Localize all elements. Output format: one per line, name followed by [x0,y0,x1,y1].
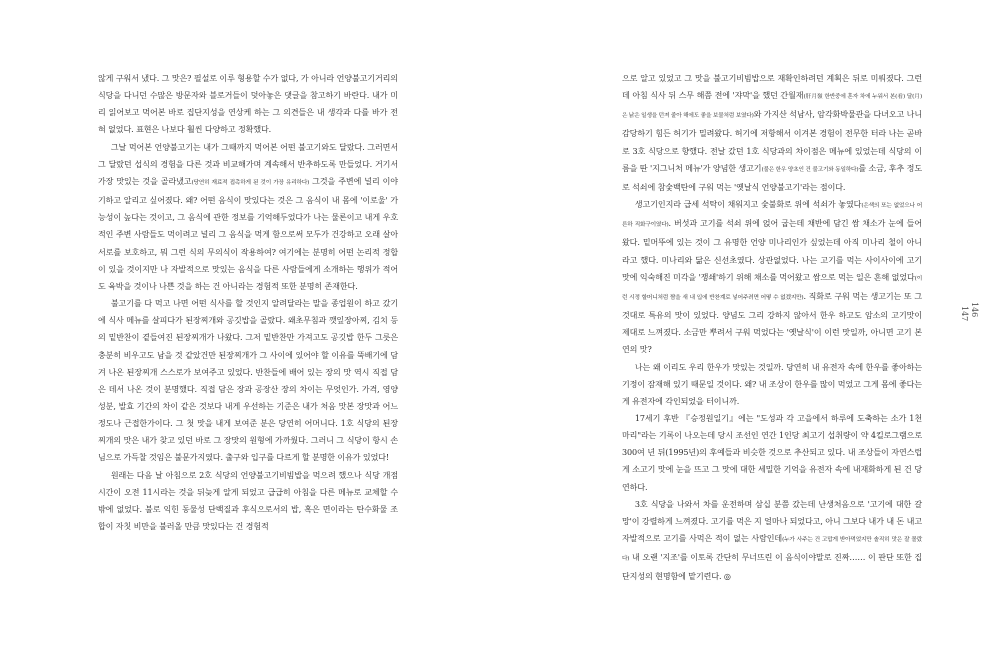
inline-note: (肝月嶺 한반중에 혼자 차에 누워서 본(看) 달(月)은 낡은 일생을 던져 줄아 해에도 좋을 보물처럼 보였다) [622,94,922,120]
text-run: 와 가지산 석남사, 암각화박물관을 다녀오고 나니 감당하기 힘든 허기가 밀려왔다. 허기에 저항해서 이겨본 경험이 전무한 터라 나는 곧바로 3호 식당으로 향했다. 전날 갔던 1호 식당과의 차이점은 메뉴에 있었는데 식당의 이름을 딴 '지그니처 메뉴'가 양념한 생고기 [622,110,923,173]
text-run: 않게 구워서 냈다. 그 맛은? 필설로 이루 형용할 수가 없다, 가 아니라 언양불고기거리의 식당을 다니던 수많은 방문자와 블로거들이 덧아놓은 댓글을 참고하기 바란다. 내가 미리 읽어보고 먹어본 바로 집단지성을 연상케 하는 그 의견들은 내 생각과 다를 바가 전혀 없었다. 표현은 나보다 훨씬 다양하고 정확했다. [98,74,398,135]
text-run: 나는 왜 이리도 우리 한우가 맛있는 것일까. 당연히 내 유전자 속에 한우를 좋아하는 기정이 잠재해 있기 때문일 것이다. 왜? 내 조상이 한우를 많이 먹었고 그게 몸에 좋다는 게 유전자에 각인되었을 터이니까. [622,362,922,406]
text-run: . 버섯과 고기를 석쇠 위에 얹어 굽는데 채반에 담긴 쌈 채소가 눈에 들어왔다. 밑머뚜에 있는 것이 그 유명한 언양 미나리인가 싶었는데 아직 미나리 철이 아니라고 했다. 미나리와 닮은 신선초였다. 상관없었다. 나는 고기를 먹는 사이사이에 고기 맛에 익숙해진 미각을 '쟁쇄'하기 위해 채소를 먹어왔고 쌈으로 먹는 일은 흔해 없었다 [622,219,923,282]
body-paragraph [622,496,922,586]
body-paragraph [98,70,398,139]
body-paragraph [622,196,922,358]
text-run: 불고기를 다 먹고 나면 어떤 식사를 할 것인지 알려달라는 말을 종업원이 하고 갔기에 식사 메뉴를 살피다가 된장찌개와 공깃밥을 골랐다. 왜초무침과 깻잎장아찌, 김치 등의 밑반찬이 곁들여진 된장찌개가 나왔다. 그저 밑반찬만 가져고도 공깃밥 한두 그릇은 충분히 비우고도 남을 것 같았건만 된장찌개가 그 사이에 있어야 할 이유를 뚝배기에 담겨 나온 된장찌개 스스로가 보여주고 있었다. 반찬들에 배어 있는 장의 맛 역시 직접 담은 데서 나온 것이 분명했다. 직접 담은 장과 공장산 장의 차이는 무엇인가. 가격, 영양 성분, 발효 기간의 차이 같은 것보다 내게 우선하는 기준은 내가 처음 맛본 장맛과 어느 정도나 근접한가이다. 그 첫 맛을 내게 보여준 분은 당연히 어머니다. 1호 식당의 된장찌개의 맛은 내가 찾고 있던 바로 그 장맛의 원형에 가까웠다. 그러니 그 식당이 항시 손님으로 가득찰 것임은 불문가지였다. 출구와 입구를 다르게 할 분명한 이유가 있었다! [98,299,398,463]
inline-note: (은색의 또는 없었으나 어른하 직화구이였다) [622,203,922,229]
left-page-number: 146 [970,302,979,318]
text-run: 17세기 후반 『승정원일기』에는 "도성과 각 고을에서 하루에 도축하는 소가 1천 마리"라는 기록이 나오는데 당시 조선인 연간 1인당 최고기 섭취량이 약 4킬로그램으로 300여 년 뒤(1995년)의 후예들과 비슷한 것으로 추산되고 있다. 내 조상들이 자연스럽게 소고기 맛에 눈을 뜨고 그 맛에 대한 세밀한 기억을 유전자 속에 내재화하게 된 건 당연하다. [622,413,922,492]
text-run: 생고기인지라 급세 석탁이 채워지고 숯불화로 위에 석쇠가 놓였다 [634,200,862,210]
text-run: 그날 먹어본 언양불고기는 내가 그때까지 먹어본 어떤 불고기와도 달랐다. 그러면서 그 달랐던 섭식의 경험을 다른 것과 비교해가며 계속해서 반추하도록 만들었다. 거기서 가장 맛있는 것을 골라냈고 [98,142,398,186]
text-run: 를 소금, 후추 정도로 석쇠에 참숯백탄에 구워 먹는 '옛날식 언양불고기'라는 점이다. [622,163,922,192]
text-run: 그것을 주변에 널리 이야기하고 알리고 싶어졌다. 왜? 어떤 음식이 맛있다는 것은 그 음식이 내 몸에 '이로울' 가능성이 높다는 것이고, 그 음식에 관한 정보를 기억해두었다가 나는 물론이고 내게 우호적인 주변 사람들도 먹이려고 널리 그 음식을 먹게 함으로써 모두가 건강하고 오래 살아 서로를 보호하고, 뭐 그런 식의 무의식이 작용하여? 여기에는 분명히 어떤 논리적 정합이 있을 것이지만 나 자발적으로 맛있는 음식을 다른 사람들에게 소개하는 행위가 적어도 육박을 것이나 나쁜 것을 하는 건 아니라는 경험적 또한 분명히 존재한다. [98,176,398,291]
body-paragraph [622,70,922,196]
inline-note: (이런 시정 할머니처럼 짬을 새 내 입에 반찬계로 넣어주려면 어떻 수 없겠지만) [622,275,922,301]
inline-note: (누가 사주는 건 고맙게 받아먹었지만 솔직히 맛은 잘 몰랐다) [622,537,922,563]
text-run: 원래는 다음 날 아침으로 2호 식당의 언양불고기비빔밥을 먹으려 했으나 식당 개점 시간이 오전 11시라는 것을 뒤늦게 알게 되었고 급급히 아침을 다른 메뉴로 교체할 수밖에 없었다. 불로 익힌 동물성 단백질과 후식으로서의 밥, 혹은 면이라는 탄수화물 조합이 자칫 비만을 불러올 만큼 맛있다는 건 경험적 [98,470,398,532]
body-paragraph [622,410,922,496]
page-numbers [960,298,979,322]
text-run: 내 오랜 '지조'를 이토록 간단히 무너뜨린 이 음식이야말로 진짜…… 이 판단 또한 집단지성의 현명함에 맡기련다. ◎ [622,553,922,582]
left-page [98,70,398,535]
inline-note: (불은 한우 양초인 건 불고기와 동일하다) [761,166,859,173]
text-run: 으로 알고 있었고 그 맛을 불고기비빔밥으로 재확인하려던 계획은 뒤로 미뤄졌다. 그런데 아침 식사 뒤 스무 해쯤 전에 '쟈막'을 했던 간월재 [622,74,922,101]
inline-note: (당연히 재료적 접촉하게 된 것이 가장 유리하다) [191,179,310,186]
body-paragraph [622,359,922,410]
text-run: . 직화로 구워 먹는 생고기는 또 그것대로 특유의 맛이 있었다. 양념도 그리 강하지 않아서 한우 하고도 암소의 고기맛이 제대로 느껴졌다. 소금만 뿌려서 구워 먹었다는 '옛날식'이 이런 맛일까, 아니면 고기 본연의 맛? [622,291,922,355]
body-paragraph [98,295,398,467]
right-page [622,70,922,586]
body-paragraph [98,139,398,295]
body-paragraph [98,467,398,536]
text-run: 3호 식당을 나와서 차를 운전하며 삼십 분쯤 갔는데 난생처음으로 '고기에 대한 갈망'이 강렬하게 느껴졌다. 고기를 먹은 지 얼마나 되었다고, 아니 그보다 내가 내 돈 내고 자발적으로 고기를 사먹은 적이 없는 사람인데 [622,499,922,544]
right-page-number: 147 [960,306,969,322]
